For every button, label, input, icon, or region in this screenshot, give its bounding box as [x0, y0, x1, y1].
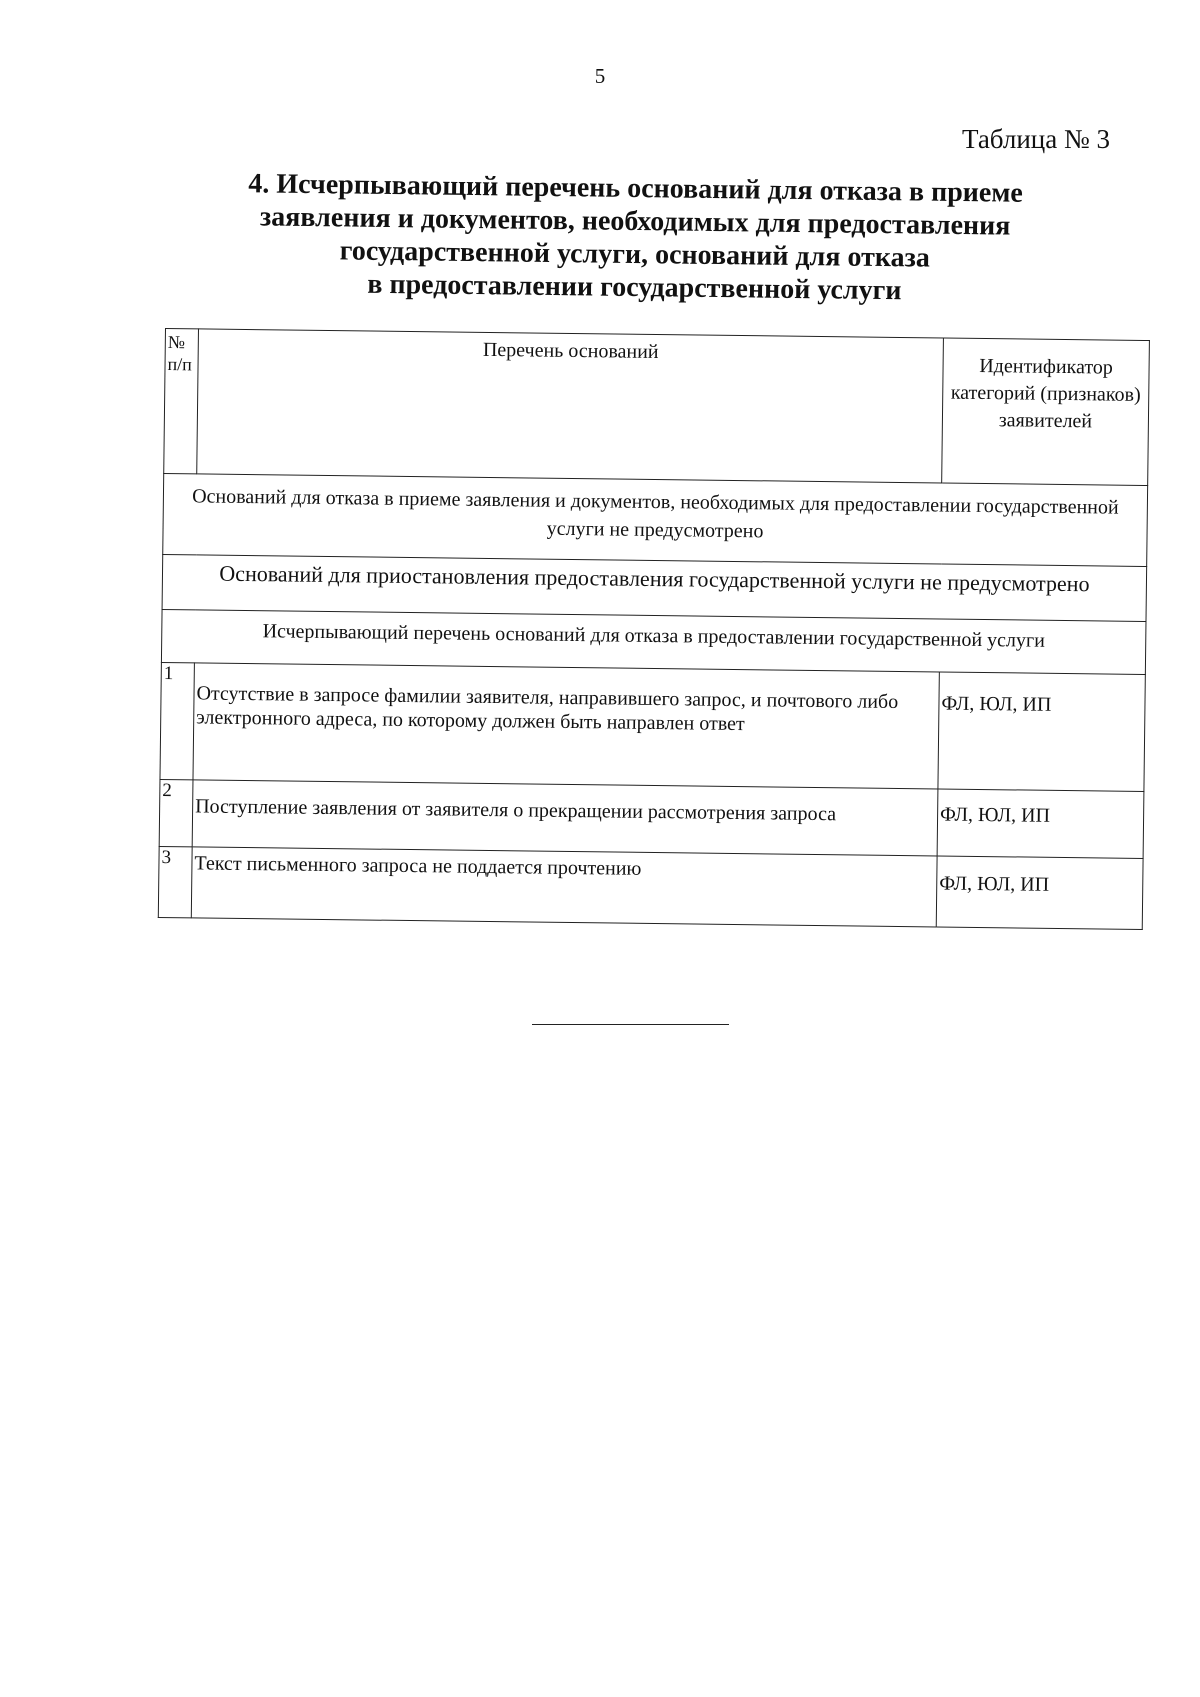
- header-grounds-list: Перечень оснований: [197, 329, 944, 483]
- title-line: заявления и документов, необходимых для предоставления: [259, 201, 1011, 242]
- section-refusal-provision: Исчерпывающий перечень оснований для отказа в предоставлении государственной услуги: [161, 609, 1146, 674]
- table-reference: Таблица № 3: [962, 124, 1110, 154]
- table-row: [159, 779, 1144, 858]
- title-line: в предоставлении государственной услуги: [367, 268, 902, 307]
- row-category: ФЛ, ЮЛ, ИП: [937, 789, 1144, 859]
- row-category: ФЛ, ЮЛ, ИП: [938, 672, 1145, 792]
- row-number: 2: [159, 779, 193, 846]
- page-number: 5: [594, 64, 606, 88]
- title-line: 4. Исчерпывающий перечень оснований для отказа в приеме: [248, 168, 1024, 209]
- row-reason: Текст письменного запроса не поддается прочтению: [191, 847, 937, 927]
- section-suspension: Оснований для приостановления предоставления государственной услуги не предусмотрено: [162, 554, 1147, 621]
- header-applicant-identifier: Идентификатор категорий (признаков) заявителей: [942, 338, 1150, 486]
- row-reason: Поступление заявления от заявителя о прекращении рассмотрения запроса: [192, 780, 938, 856]
- row-number: 3: [158, 846, 192, 917]
- table-row: [158, 846, 1143, 929]
- row-reason: Отсутствие в запросе фамилии заявителя, направившего запрос, и почтового либо электронного адреса, по которому должен быть направлен ответ: [193, 663, 939, 789]
- end-separator-line: [532, 1024, 729, 1025]
- section-refusal-reception: Оснований для отказа в приеме заявления и документов, необходимых для предоставлении государственной услуги не предусмотрено: [163, 473, 1148, 566]
- section-row: [163, 473, 1148, 566]
- document-title: [199, 167, 1071, 310]
- grounds-table-wrapper: [158, 328, 1150, 930]
- header-number: № п/п: [164, 329, 199, 474]
- row-number: 1: [160, 662, 194, 779]
- row-category: ФЛ, ЮЛ, ИП: [936, 856, 1143, 930]
- table-row: [160, 662, 1145, 791]
- grounds-table: [158, 328, 1150, 930]
- table-header-row: [164, 329, 1150, 486]
- title-line: государственной услуги, оснований для отказа: [339, 235, 930, 274]
